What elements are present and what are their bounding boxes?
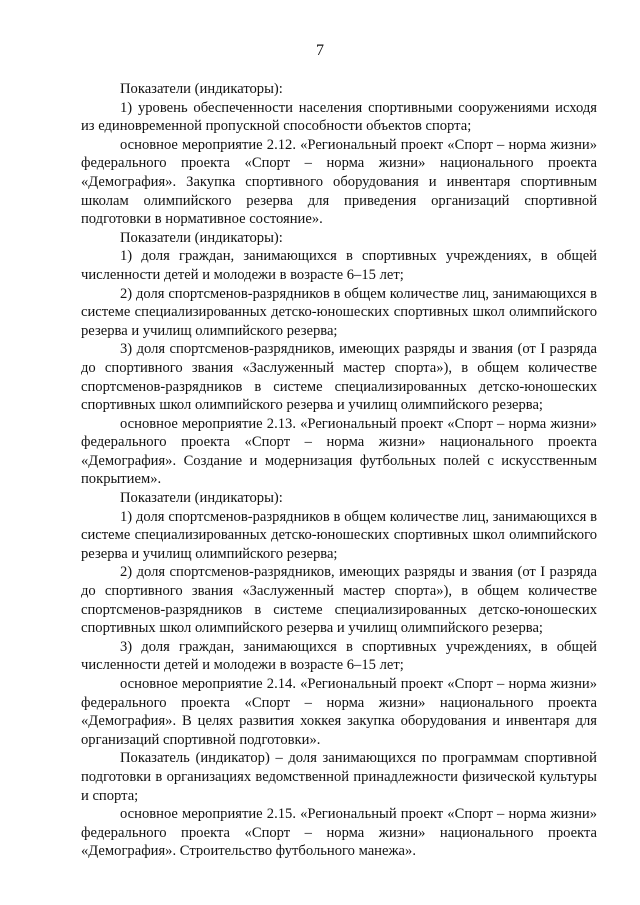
paragraph-indicators-heading: Показатели (индикаторы): bbox=[120, 229, 283, 246]
paragraph-main-activity-2-12: основное мероприятие 2.12. «Региональный проект «Спорт – норма жизни» федерального проекта «Спорт – норма жизни» национального проекта «Демография». Закупка спортивного оборудования и инвентаря спортивным школам олимпийского резерва для приведения организаций спортивной подготовки в нормативное состояние». bbox=[81, 136, 597, 228]
page-number: 7 bbox=[316, 42, 324, 59]
paragraph-indicator-item: 1) доля граждан, занимающихся в спортивных учреждениях, в общей численности детей и молодежи в возрасте 6–15 лет; bbox=[81, 248, 597, 283]
paragraph-indicator-item: 3) доля спортсменов-разрядников, имеющих разряды и звания (от I разряда до спортивного звания «Заслуженный мастер спорта»), в общем количестве спортсменов-разрядников в системе специализированных детско-юношеских спортивных школ олимпийского резерва и училищ олимпийского резерва; bbox=[81, 341, 597, 414]
document-body bbox=[81, 80, 597, 861]
paragraph-main-activity-2-13: основное мероприятие 2.13. «Региональный проект «Спорт – норма жизни» федерального проекта «Спорт – норма жизни» национального проекта «Демография». Создание и модернизация футбольных полей с искусственным покрытием». bbox=[81, 415, 597, 488]
paragraph-indicators-heading: Показатели (индикаторы): bbox=[120, 490, 283, 507]
paragraph-indicator-item: 2) доля спортсменов-разрядников в общем количестве лиц, занимающихся в системе специализированных детско-юношеских спортивных школ олимпийского резерва и училищ олимпийского резерва; bbox=[81, 285, 597, 339]
paragraph-indicator-item: 1) уровень обеспеченности населения спортивными сооружениями исходя из единовременной пропускной способности объектов спорта; bbox=[81, 99, 597, 135]
paragraph-indicator-single: Показатель (индикатор) – доля занимающихся по программам спортивной подготовки в организациях ведомственной принадлежности физической культуры и спорта; bbox=[81, 750, 597, 804]
paragraph-indicator-item: 2) доля спортсменов-разрядников, имеющих разряды и звания (от I разряда до спортивного звания «Заслуженный мастер спорта»), в общем количестве спортсменов-разрядников в системе специализированных детско-юношеских спортивных школ олимпийского резерва и училищ олимпийского резерва; bbox=[81, 564, 597, 637]
paragraph-main-activity-2-14: основное мероприятие 2.14. «Региональный проект «Спорт – норма жизни» федерального проекта «Спорт – норма жизни» национального проекта «Демография». В целях развития хоккея закупка оборудования и инвентаря для организаций спортивной подготовки». bbox=[81, 676, 597, 748]
paragraph-indicator-item: 3) доля граждан, занимающихся в спортивных учреждениях, в общей численности детей и молодежи в возрасте 6–15 лет; bbox=[81, 638, 597, 674]
paragraph-indicators-heading: Показатели (индикаторы): bbox=[120, 81, 283, 97]
paragraph-indicator-item: 1) доля спортсменов-разрядников в общем количестве лиц, занимающихся в системе специализированных детско-юношеских спортивных школ олимпийского резерва и училищ олимпийского резерва; bbox=[81, 508, 597, 562]
paragraph-main-activity-2-15: основное мероприятие 2.15. «Региональный проект «Спорт – норма жизни» федерального проекта «Спорт – норма жизни» национального проекта «Демография». Строительство футбольного манежа». bbox=[81, 806, 597, 860]
